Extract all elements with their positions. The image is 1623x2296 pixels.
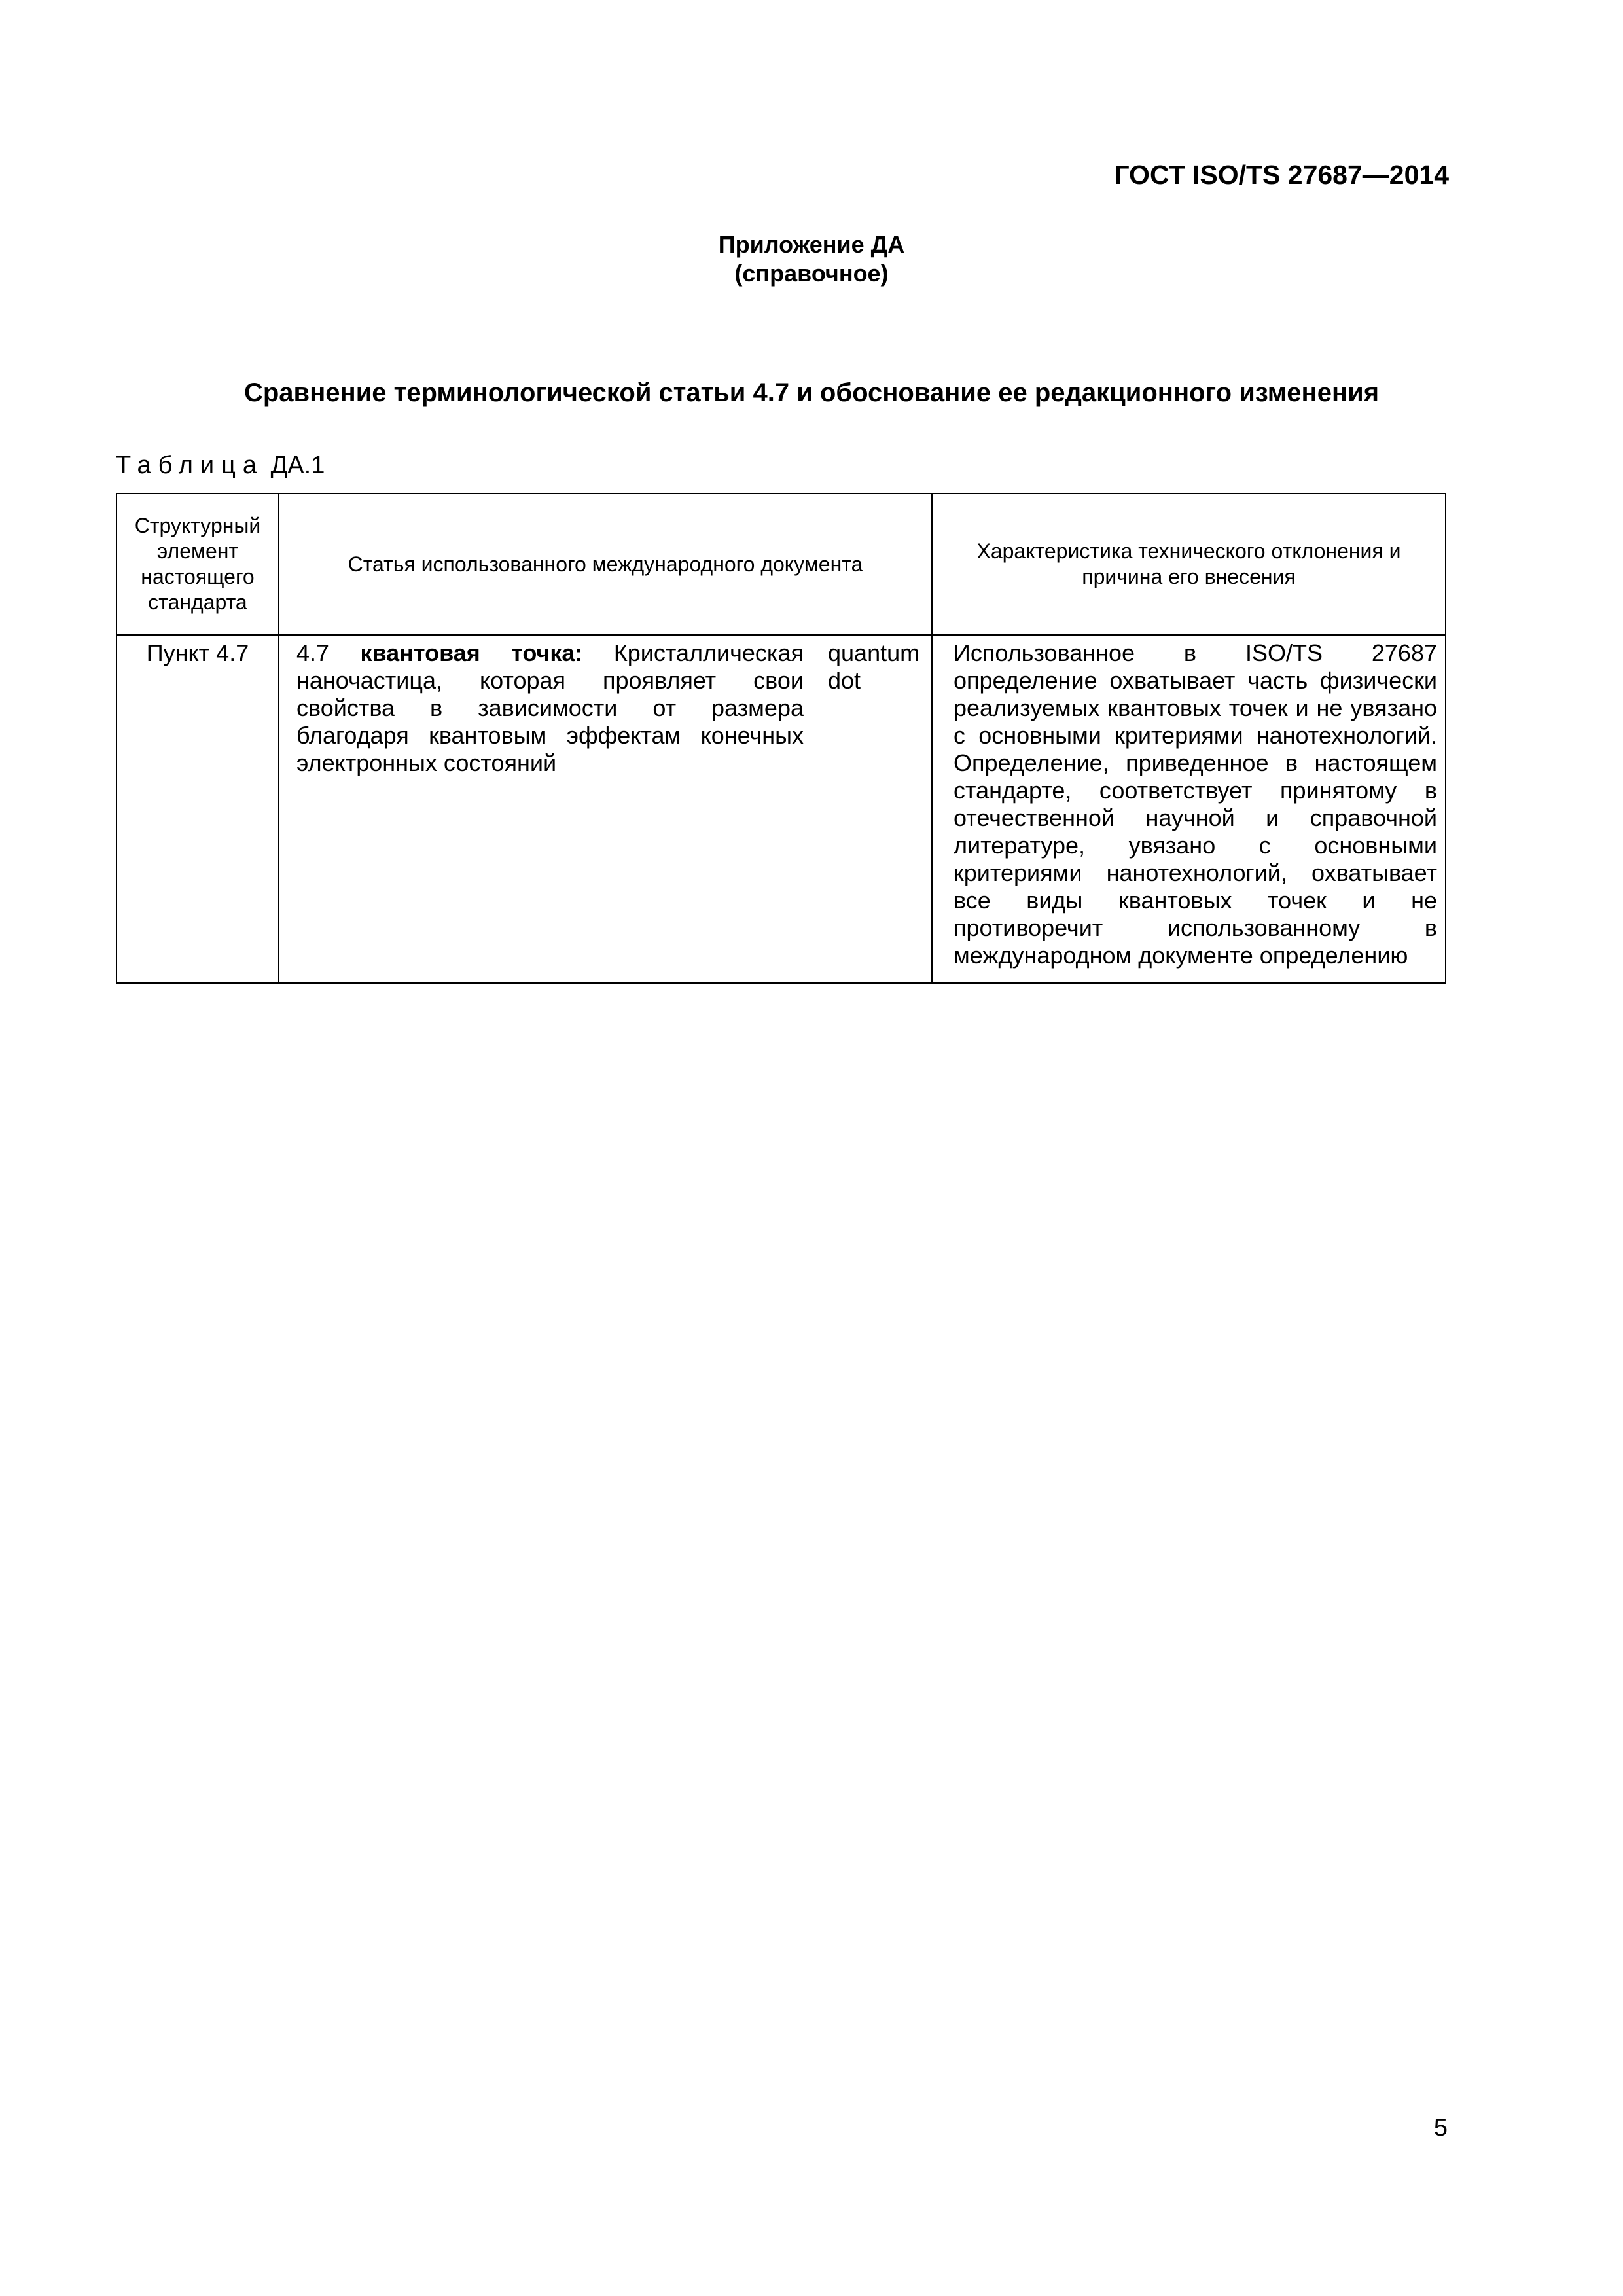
annex-title: Приложение ДА xyxy=(718,231,905,258)
header-structural-element: Структурный элемент настоящего стандарта xyxy=(116,493,279,635)
term-definition-text: Кристаллическая наночастица, которая проявляет свои свойства в зависимости от размера благодаря квантовым эффектам конечных электронных состояний xyxy=(296,639,804,776)
table-label-number: ДА.1 xyxy=(270,452,325,479)
english-term: quantum dot xyxy=(828,639,920,694)
table-header-row xyxy=(116,493,1446,635)
comparison-table xyxy=(116,493,1446,984)
cell-element: Пункт 4.7 xyxy=(116,635,279,983)
term-number: 4.7 xyxy=(296,639,330,666)
section-title: Сравнение терминологической статьи 4.7 и обоснование ее редакционного изменения xyxy=(243,378,1380,407)
table-label-word: Таблица xyxy=(116,452,264,479)
term-definition xyxy=(296,639,804,777)
term-name: квантовая точка: xyxy=(360,639,583,666)
annex-heading xyxy=(0,230,1623,288)
table-label xyxy=(116,452,325,480)
header-international-article: Статья использованного международного документа xyxy=(279,493,932,635)
header-deviation-characteristic: Характеристика технического отклонения и причина его внесения xyxy=(932,493,1446,635)
cell-explanation: Использованное в ISO/TS 27687 определение охватывает часть физически реализуемых квантовых точек и не увязано с основными критериями нанотехнологий. Определение, приведенное в настоящем стандарте, соответствует принятому в отечественной научной и справочной литературе, увязано с основными критериями нанотехнологий, охватывает все виды квантовых точек и не противоречит использованному в международном документе определению xyxy=(932,635,1446,983)
annex-subtitle: (справочное) xyxy=(734,260,889,287)
table-row xyxy=(116,635,1446,983)
document-code: ГОСТ ISO/TS 27687—2014 xyxy=(1114,160,1449,190)
page-number: 5 xyxy=(1433,2114,1448,2142)
cell-article xyxy=(279,635,932,983)
